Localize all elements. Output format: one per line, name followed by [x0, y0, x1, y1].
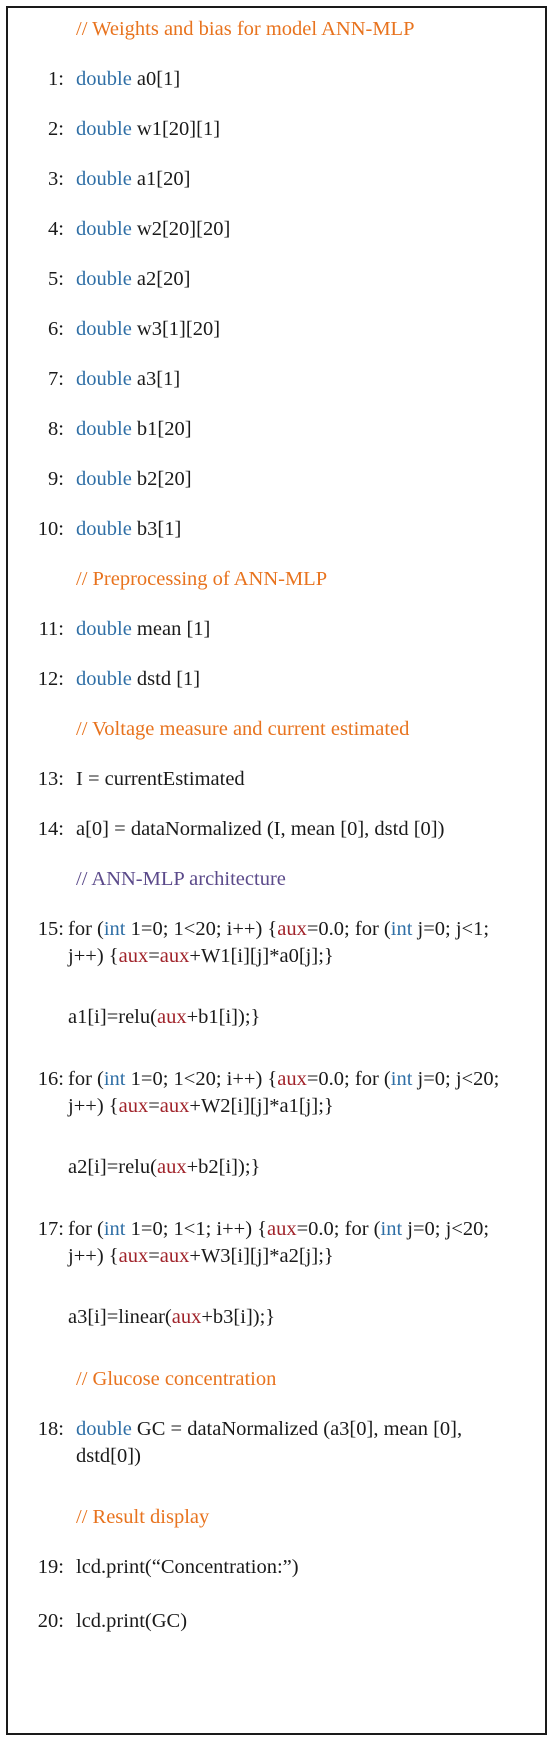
code-text: lcd.print(GC): [76, 1610, 188, 1632]
line-code: [76, 366, 180, 392]
keyword-double: double: [76, 268, 132, 290]
line-number: 20:: [37, 1610, 64, 1632]
line-number: 1:: [48, 68, 64, 90]
line-number: 8:: [48, 418, 64, 440]
line-code: [76, 66, 180, 92]
keyword-double: double: [76, 668, 132, 690]
line-code: [76, 166, 190, 192]
line-code: [68, 1004, 260, 1030]
keyword-double: double: [76, 518, 132, 540]
variable-aux: aux: [118, 945, 149, 967]
line-code: [76, 516, 181, 542]
variable-aux: aux: [118, 1095, 149, 1117]
line-code: [76, 466, 192, 492]
line-number: 12:: [37, 668, 64, 690]
comment-text: // Glucose concentration: [76, 1368, 277, 1390]
comment-text: // Weights and bias for model ANN-MLP: [76, 18, 415, 40]
code-text: a0[1]: [131, 68, 181, 90]
code-text: =: [148, 1245, 160, 1267]
code-text: a3[i]=linear(: [68, 1306, 172, 1328]
code-text: +b2[i]);}: [186, 1156, 261, 1178]
line-code: [76, 216, 230, 242]
line-number: 16:: [37, 1068, 64, 1090]
code-text: a1[20]: [131, 168, 191, 190]
line-number: 2:: [48, 118, 64, 140]
variable-aux: aux: [159, 1095, 190, 1117]
code-text: =: [148, 1095, 160, 1117]
code-text: a3[1]: [131, 368, 181, 390]
line-code: [68, 1066, 528, 1120]
line-number: 6:: [48, 318, 64, 340]
keyword-int: int: [103, 1218, 126, 1240]
code-text: lcd.print(“Concentration:”): [76, 1556, 299, 1578]
line-number: 14:: [37, 818, 64, 840]
keyword-int: int: [103, 918, 126, 940]
keyword-int: int: [380, 1218, 403, 1240]
code-text: w2[20][20]: [131, 218, 231, 240]
variable-aux: aux: [159, 945, 190, 967]
line-number: 7:: [48, 368, 64, 390]
keyword-double: double: [76, 218, 132, 240]
line-number: 10:: [37, 518, 64, 540]
code-text: a[0] = dataNormalized (I, mean [0], dstd [0]): [76, 818, 445, 840]
line-number: 4:: [48, 218, 64, 240]
code-text: +W1[i][j]*a0[j];}: [189, 945, 334, 967]
code-text: 1=0; 1<20; i++) {: [125, 918, 278, 940]
variable-aux: aux: [171, 1306, 202, 1328]
line-number: 15:: [37, 918, 64, 940]
code-text: =0.0; for (: [296, 1218, 381, 1240]
keyword-double: double: [76, 618, 132, 640]
line-code: [68, 1216, 528, 1270]
variable-aux: aux: [156, 1156, 187, 1178]
variable-aux: aux: [156, 1006, 187, 1028]
line-code: [76, 1416, 526, 1470]
keyword-double: double: [76, 318, 132, 340]
code-text: b1[20]: [131, 418, 192, 440]
line-code: [76, 316, 220, 342]
code-text: for (: [68, 918, 104, 940]
code-text: 1=0; 1<20; i++) {: [125, 1068, 278, 1090]
code-text: j=0; j<20; j++) {: [68, 1068, 500, 1117]
line-number: 11:: [38, 618, 64, 640]
code-text: 1=0; 1<1; i++) {: [125, 1218, 268, 1240]
code-text: I = currentEstimated: [76, 768, 245, 790]
code-text: =0.0; for (: [306, 918, 391, 940]
code-text: +W3[i][j]*a2[j];}: [189, 1245, 334, 1267]
line-number: 13:: [37, 768, 64, 790]
code-text: a1[i]=relu(: [68, 1006, 157, 1028]
line-number: 19:: [37, 1556, 64, 1578]
keyword-double: double: [76, 68, 132, 90]
code-text: w1[20][1]: [131, 118, 221, 140]
code-text: +b1[i]);}: [186, 1006, 261, 1028]
keyword-double: double: [76, 168, 132, 190]
line-code: [76, 616, 210, 642]
code-text: for (: [68, 1218, 104, 1240]
code-text: for (: [68, 1068, 104, 1090]
line-code: [76, 266, 190, 292]
keyword-double: double: [76, 1418, 132, 1440]
keyword-double: double: [76, 468, 132, 490]
line-code: [76, 416, 192, 442]
code-text: GC = dataNormalized (a3[0], mean [0], dstd[0]): [76, 1418, 463, 1467]
code-text: =0.0; for (: [306, 1068, 391, 1090]
line-number: 3:: [48, 168, 64, 190]
comment-text: // ANN-MLP architecture: [76, 868, 286, 890]
code-text: w3[1][20]: [131, 318, 221, 340]
line-number: 17:: [37, 1218, 64, 1240]
code-text: b3[1]: [131, 518, 182, 540]
keyword-double: double: [76, 368, 132, 390]
line-code: [68, 1154, 260, 1180]
keyword-int: int: [390, 918, 413, 940]
variable-aux: aux: [118, 1245, 149, 1267]
code-text: a2[20]: [131, 268, 191, 290]
comment-text: // Preprocessing of ANN-MLP: [76, 568, 328, 590]
variable-aux: aux: [277, 1068, 307, 1090]
code-text: mean [1]: [131, 618, 211, 640]
code-text: a2[i]=relu(: [68, 1156, 157, 1178]
comment-text: // Result display: [76, 1506, 210, 1528]
variable-aux: aux: [159, 1245, 190, 1267]
code-text: dstd [1]: [131, 668, 201, 690]
line-code: [76, 116, 220, 142]
comment-text: // Voltage measure and current estimated: [76, 718, 410, 740]
line-code: [68, 916, 528, 970]
variable-aux: aux: [277, 918, 307, 940]
keyword-double: double: [76, 418, 132, 440]
code-text: j=0; j<1; j++) {: [68, 918, 490, 967]
line-code: [76, 666, 200, 692]
line-number: 9:: [48, 468, 64, 490]
variable-aux: aux: [267, 1218, 297, 1240]
line-number: 5:: [48, 268, 64, 290]
code-text: +W2[i][j]*a1[j];}: [189, 1095, 334, 1117]
code-text: j=0; j<20; j++) {: [68, 1218, 490, 1267]
keyword-int: int: [390, 1068, 413, 1090]
line-number: 18:: [37, 1418, 64, 1440]
keyword-int: int: [103, 1068, 126, 1090]
keyword-double: double: [76, 118, 132, 140]
code-text: =: [148, 945, 160, 967]
code-text: +b3[i]);}: [201, 1306, 276, 1328]
code-text: b2[20]: [131, 468, 192, 490]
code-listing-frame: [6, 6, 547, 1735]
line-code: [68, 1304, 275, 1330]
